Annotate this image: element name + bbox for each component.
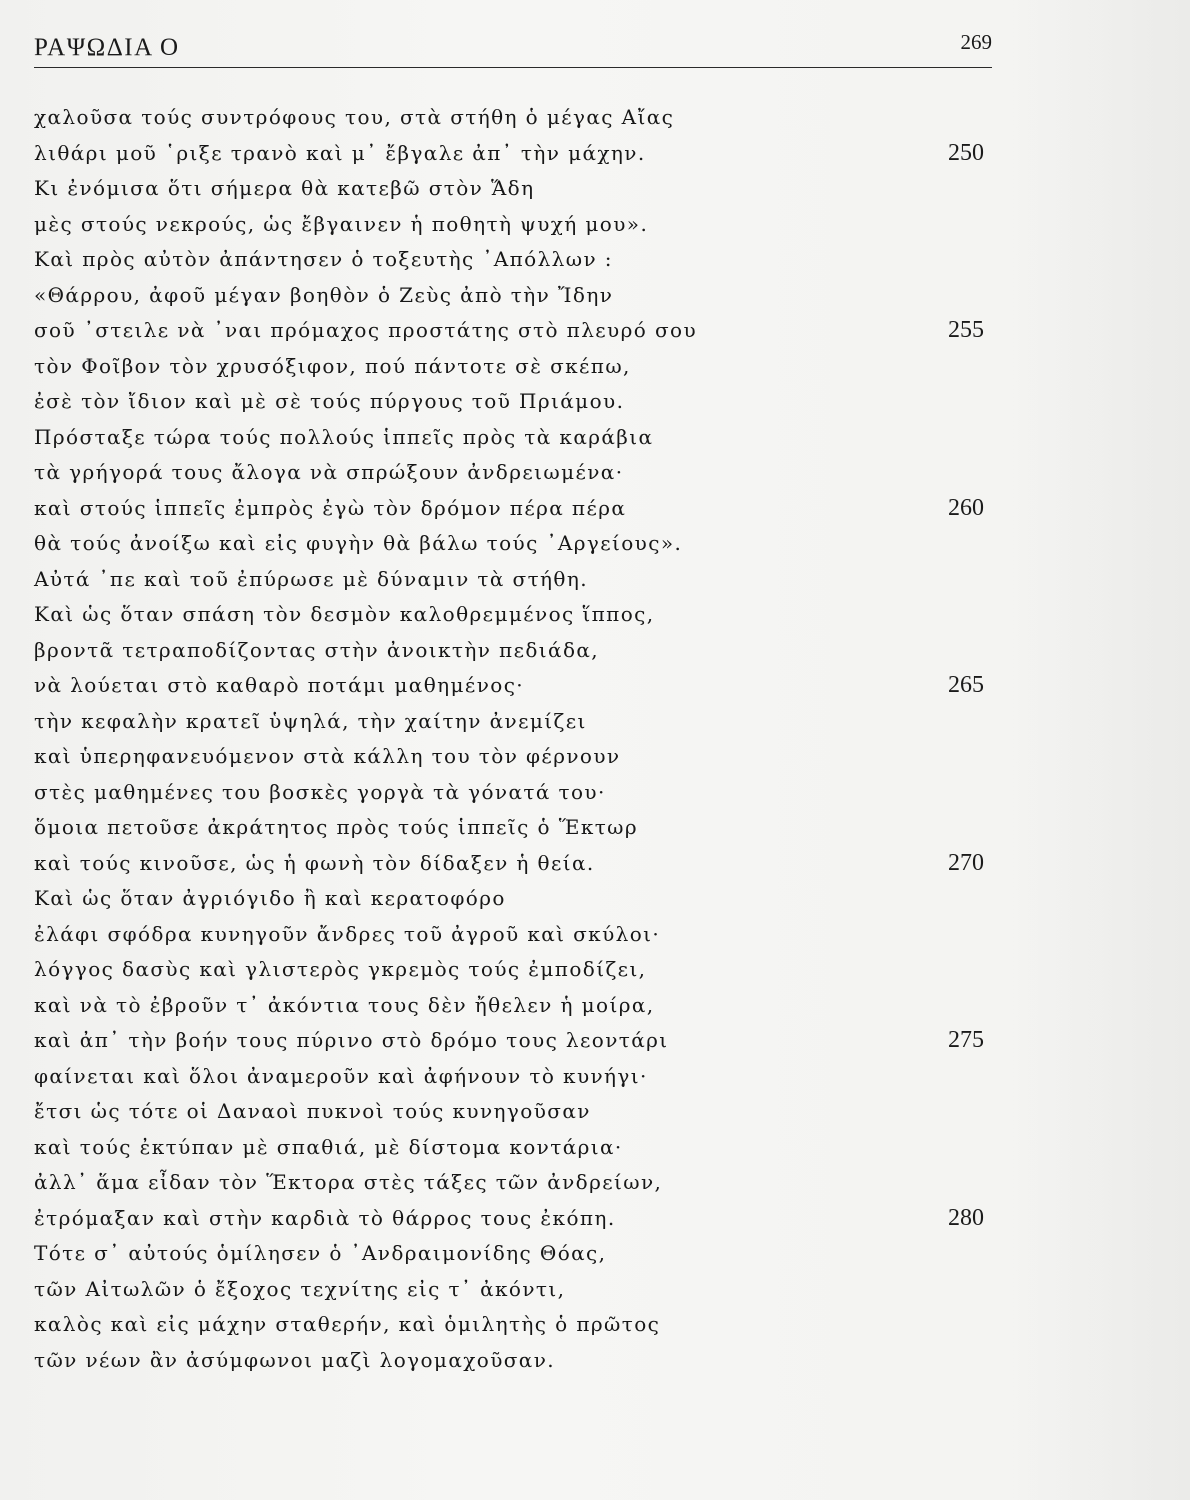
verse-text: τῶν Αἰτωλῶν ὁ ἔξοχος τεχνίτης εἰς τ᾽ ἀκόντι, (34, 1276, 566, 1301)
verse-line (34, 171, 1009, 207)
verse-text: Καὶ ὡς ὅταν ἀγριόγιδο ἢ καὶ κερατοφόρο (34, 886, 506, 910)
running-head: ΡΑΨΩΔΙΑ Ο (34, 34, 180, 61)
verse-line (34, 136, 1009, 172)
verse-text: βροντᾶ τετραποδίζοντας στὴν ἀνοικτὴν πεδιάδα, (34, 637, 600, 662)
line-number: 280 (948, 1204, 984, 1231)
verse-line (34, 242, 1009, 278)
verse-line (34, 526, 1009, 562)
verse-line (34, 1201, 1009, 1237)
verse-line (34, 1272, 1009, 1308)
verse-line (34, 775, 1009, 811)
verse-text: Καὶ ὡς ὅταν σπάση τὸν δεσμὸν καλοθρεμμένος ἵππος, (34, 602, 655, 626)
verse-text: σοῦ ᾽στειλε νὰ ᾽ναι πρόμαχος προστάτης στὸ πλευρό σου (34, 318, 698, 342)
page-number: 269 (960, 30, 992, 54)
verse-text: Πρόσταξε τώρα τούς πολλούς ἱππεῖς πρὸς τὰ καράβια (34, 424, 654, 449)
verse-text: λόγγος δασὺς καὶ γλιστερὸς γκρεμὸς τούς ἐμποδίζει, (34, 957, 647, 981)
verse-text: τὰ γρήγορά τους ἄλογα νὰ σπρώξουν ἀνδρειωμένα· (34, 460, 624, 484)
verse-text: Αὐτά ᾽πε καὶ τοῦ ἐπύρωσε μὲ δύναμιν τὰ στήθη. (34, 566, 589, 591)
verse-line (34, 846, 1009, 882)
verse-line (34, 1236, 1009, 1272)
verse-text: νὰ λούεται στὸ καθαρὸ ποτάμι μαθημένος· (34, 673, 525, 697)
verse-text: ἐτρόμαξαν καὶ στὴν καρδιὰ τὸ θάρρος τους ἐκόπη. (34, 1205, 616, 1230)
verse-text: τὴν κεφαλὴν κρατεῖ ὑψηλά, τὴν χαίτην ἀνεμίζει (34, 708, 587, 733)
verse-text: καὶ τούς ἐκτύπαν μὲ σπαθιά, μὲ δίστομα κοντάρια· (34, 1134, 623, 1159)
verse-text: ὅμοια πετοῦσε ἀκράτητος πρὸς τούς ἱππεῖς ὁ Ἕκτωρ (34, 815, 639, 839)
verse-text: τῶν νέων ἂν ἀσύμφωνοι μαζὶ λογομαχοῦσαν. (34, 1347, 556, 1372)
verse-line (34, 1023, 1009, 1059)
verse-line (34, 562, 1009, 598)
verse-line (34, 1165, 1009, 1201)
verse-text: «Θάρρου, ἀφοῦ μέγαν βοηθὸν ὁ Ζεὺς ἀπὸ τὴν Ἴδην (34, 282, 614, 307)
verse-line (34, 349, 1009, 385)
verse-text: λιθάρι μοῦ ῾ριξε τρανὸ καὶ μ᾽ ἔβγαλε ἀπ᾽ τὴν μάχην. (34, 140, 646, 165)
verse-line (34, 810, 1009, 846)
verse-text: ἔτσι ὡς τότε οἱ Δαναοὶ πυκνοὶ τούς κυνηγοῦσαν (34, 1099, 591, 1123)
verse-text: θὰ τούς ἀνοίξω καὶ εἰς φυγὴν θὰ βάλω τούς ᾽Αργείους». (34, 531, 683, 555)
verse-line (34, 100, 1009, 136)
line-number: 260 (948, 494, 984, 521)
verse-text: στὲς μαθημένες του βοσκὲς γοργὰ τὰ γόνατά του· (34, 779, 606, 804)
verse-text: καὶ νὰ τὸ ἐβροῦν τ᾽ ἀκόντια τους δὲν ἤθελεν ἡ μοίρα, (34, 992, 655, 1017)
verse-line (34, 1094, 1009, 1130)
line-number: 265 (948, 672, 984, 698)
verse-line (34, 597, 1009, 633)
verse-line (34, 633, 1009, 669)
verse-line (34, 491, 1009, 527)
verse-line (34, 952, 1009, 988)
verse-line (34, 384, 1009, 420)
verse-line (34, 668, 1009, 704)
verse-text: Καὶ πρὸς αὐτὸν ἀπάντησεν ὁ τοξευτὴς ᾽Απόλλων : (34, 247, 613, 271)
verse-text: ἀλλ᾽ ἅμα εἶδαν τὸν Ἕκτορα στὲς τάξες τῶν ἀνδρείων, (34, 1170, 663, 1194)
page-edge-shading (1012, 0, 1190, 1500)
verse-line (34, 881, 1009, 917)
verse-text: φαίνεται καὶ ὅλοι ἀναμεροῦν καὶ ἀφήνουν τὸ κυνήγι· (34, 1063, 648, 1088)
verse-line (34, 455, 1009, 491)
verse-line (34, 207, 1009, 243)
verse-text: χαλοῦσα τούς συντρόφους του, στὰ στήθη ὁ μέγας Αἴας (34, 105, 675, 129)
header-rule (34, 67, 992, 68)
verse-text: καὶ ὑπερηφανευόμενον στὰ κάλλη του τὸν φέρνουν (34, 744, 621, 768)
verse-text: καὶ στούς ἱππεῖς ἐμπρὸς ἐγὼ τὸν δρόμον πέρα πέρα (34, 495, 627, 520)
line-number: 255 (948, 317, 984, 343)
verse-list (34, 100, 1009, 1378)
verse-line (34, 420, 1009, 456)
verse-line (34, 278, 1009, 314)
line-number: 250 (948, 139, 984, 166)
verse-line (34, 739, 1009, 775)
verse-text: τὸν Φοῖβον τὸν χρυσόξιφον, πού πάντοτε σὲ σκέπω, (34, 353, 631, 378)
line-number: 275 (948, 1027, 984, 1053)
verse-line (34, 1059, 1009, 1095)
verse-line (34, 917, 1009, 953)
verse-line (34, 1307, 1009, 1343)
verse-text: καὶ τούς κινοῦσε, ὡς ἡ φωνὴ τὸν δίδαξεν ἡ θεία. (34, 850, 595, 875)
verse-line (34, 313, 1009, 349)
verse-line (34, 988, 1009, 1024)
verse-text: καὶ ἀπ᾽ τὴν βοήν τους πύρινο στὸ δρόμο τους λεοντάρι (34, 1028, 669, 1052)
page-header (34, 28, 992, 68)
verse-text: ἐλάφι σφόδρα κυνηγοῦν ἄνδρες τοῦ ἀγροῦ καὶ σκύλοι· (34, 921, 661, 946)
verse-text: καλὸς καὶ εἰς μάχην σταθερήν, καὶ ὁμιλητὴς ὁ πρῶτος (34, 1312, 661, 1336)
verse-text: Τότε σ᾽ αὐτούς ὁμίλησεν ὁ ᾽Ανδραιμονίδης Θόας, (34, 1241, 607, 1265)
verse-text: ἐσὲ τὸν ἴδιον καὶ μὲ σὲ τούς πύργους τοῦ Πριάμου. (34, 389, 625, 413)
verse-line (34, 704, 1009, 740)
verse-text: Κι ἐνόμισα ὅτι σήμερα θὰ κατεβῶ στὸν Ἅδη (34, 176, 535, 200)
verse-text: μὲς στούς νεκρούς, ὡς ἔβγαινεν ἡ ποθητὴ ψυχή μου». (34, 211, 649, 236)
verse-line (34, 1130, 1009, 1166)
verse-line (34, 1343, 1009, 1379)
line-number: 270 (948, 849, 984, 876)
